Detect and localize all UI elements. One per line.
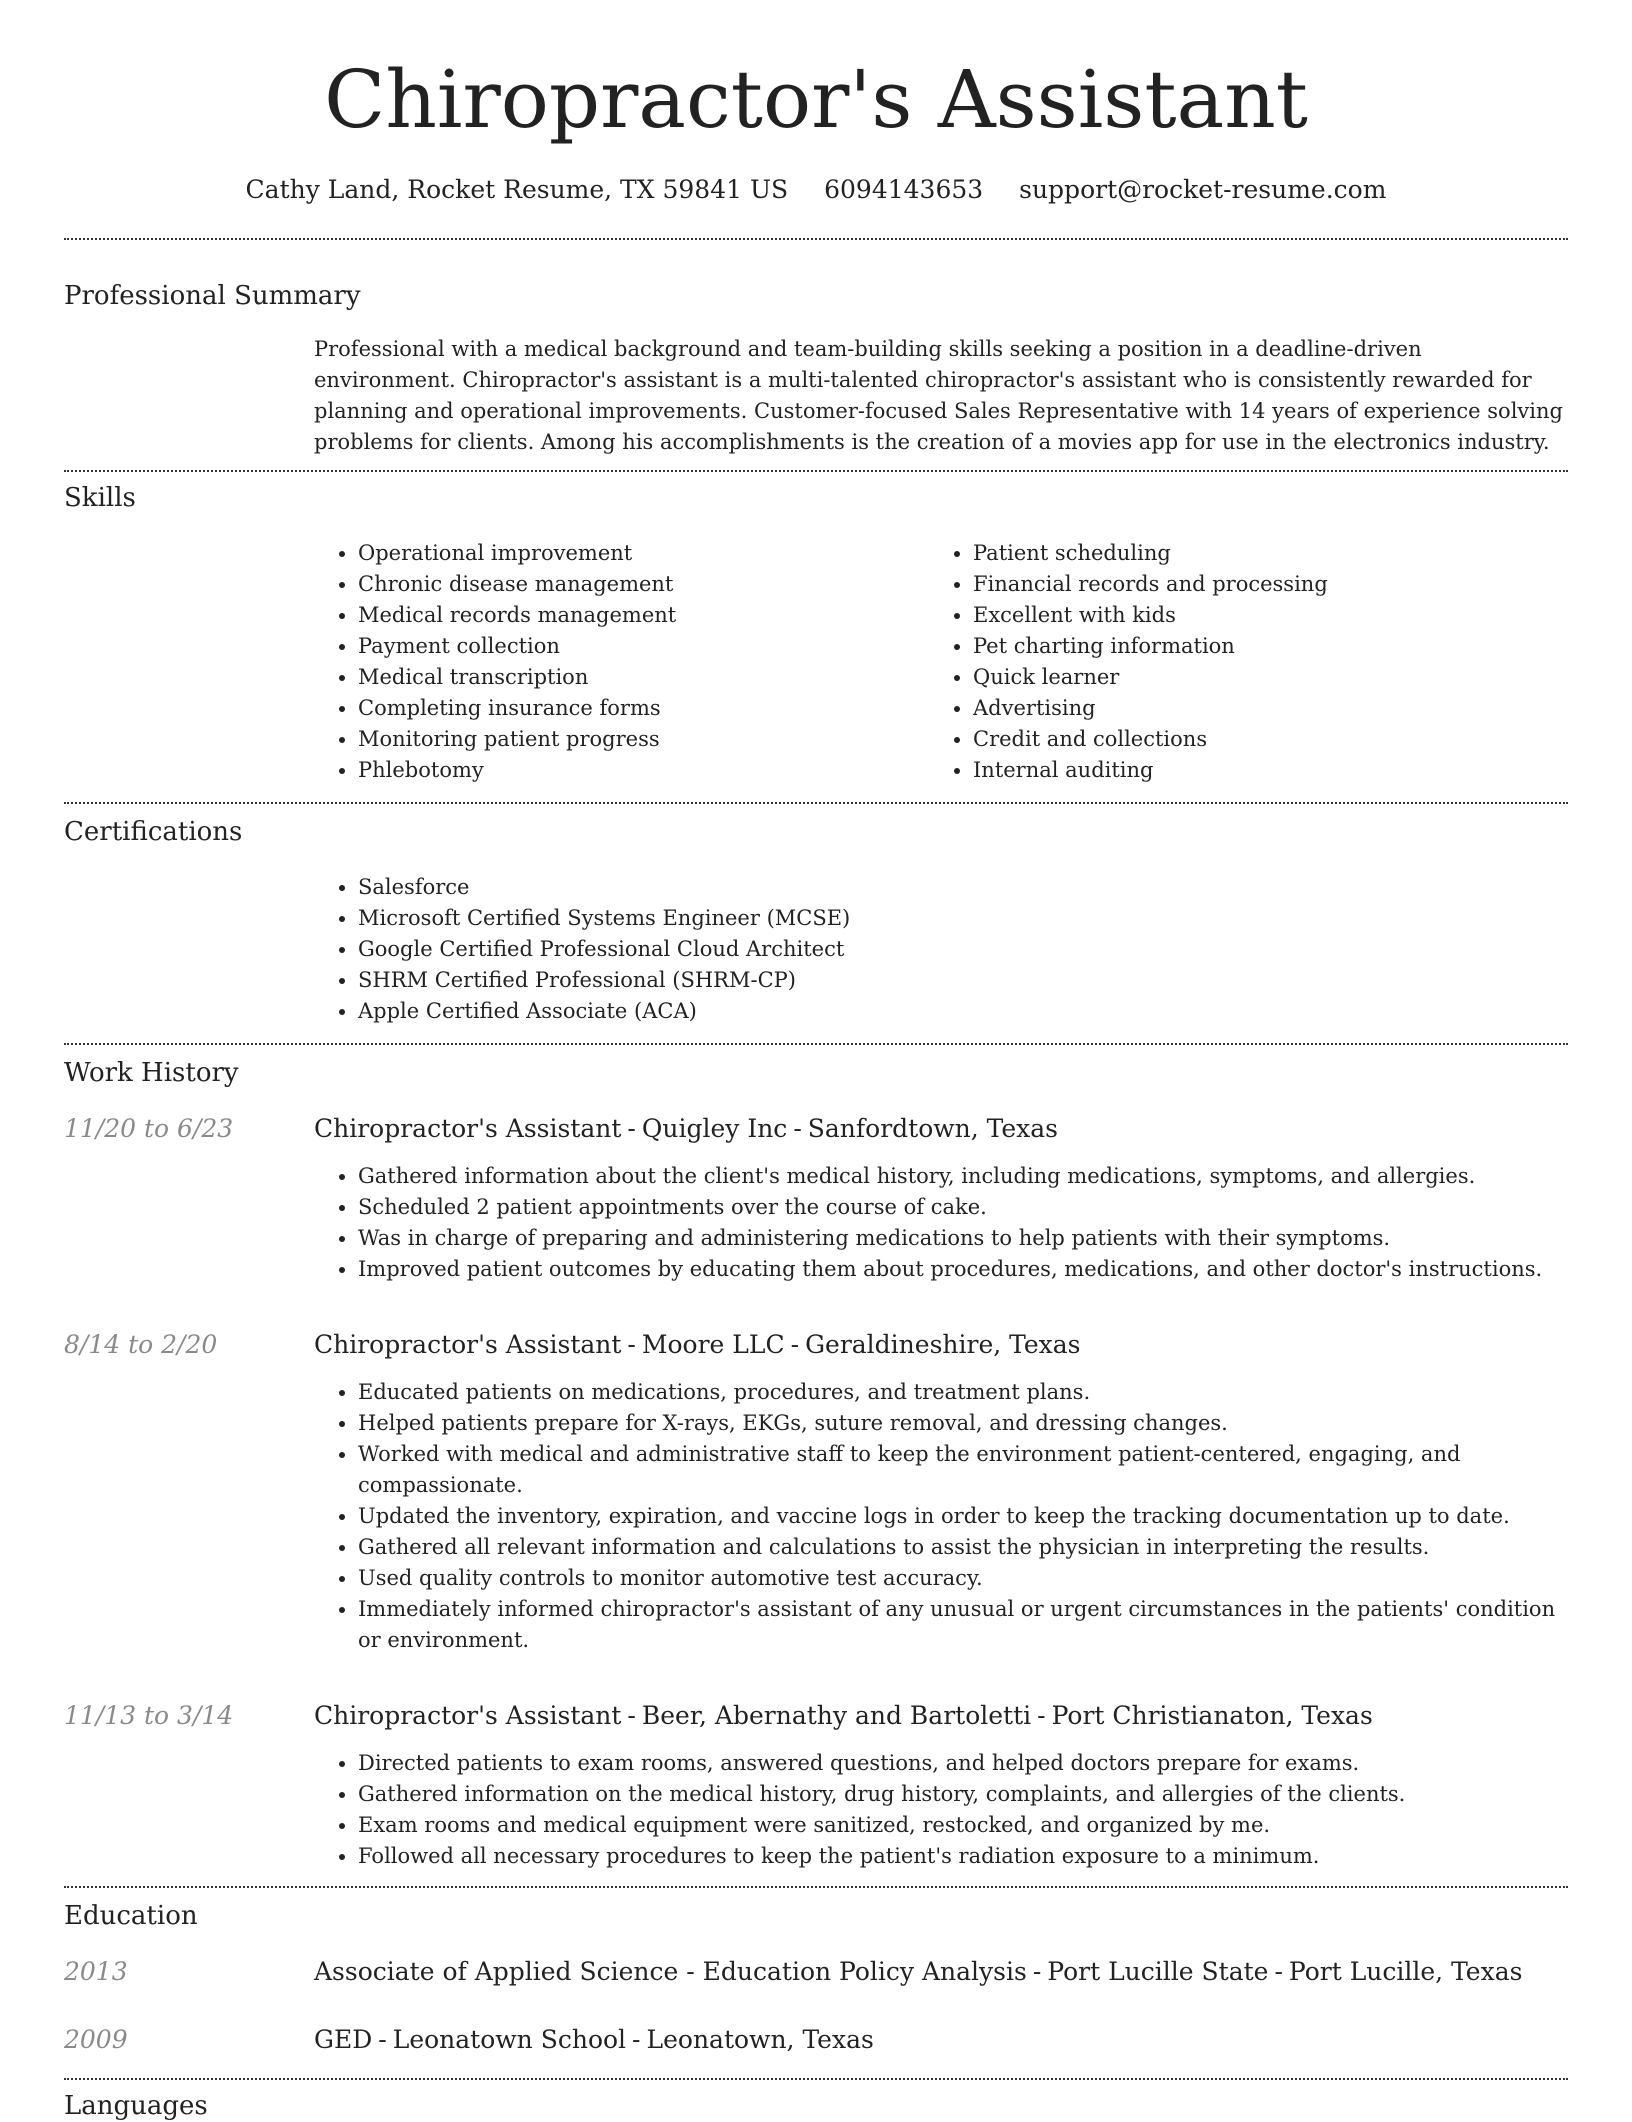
contact-line [64,174,1568,206]
certification-item: • Microsoft Certified Systems Engineer (MCSE) [358,903,1568,934]
separator: - [627,1330,636,1359]
job-location: Geraldineshire, Texas [805,1330,1081,1359]
job-bullet-list [314,1161,1568,1285]
skill-item: • Chronic disease management [358,569,929,600]
job-bullet: • Exam rooms and medical equipment were sanitized, restocked, and organized by me. [358,1810,1568,1841]
job-bullet: • Immediately informed chiropractor's assistant of any unusual or urgent circumstances in the patients' condition or environment. [358,1594,1568,1656]
summary-text: Professional with a medical background and team-building skills seeking a position in a deadline-driven environment. Chiropractor's assistant is a multi-talented chiropractor's assistant who is consistently rewarded for planning and operational improvements. Customer-focused Sales Representative with 14 years of experience solving problems for clients. Among his accomplishments is the creation of a movies app for use in the electronics industry. [314,337,1563,454]
education-year: 2009 [64,2025,128,2054]
contact-phone: 6094143653 [824,175,984,204]
separator: - [378,2025,387,2054]
education-location: Port Lucille, Texas [1288,1957,1523,1986]
job-bullet-list [314,1748,1568,1872]
job-header-row [64,1700,1568,1732]
job-title: Chiropractor's Assistant [314,1330,622,1359]
contact-email: support@rocket-resume.com [1019,175,1387,204]
skill-item: • Operational improvement [358,538,929,569]
skill-item: • Medical transcription [358,662,929,693]
section-heading-work-history: Work History [64,1058,239,1088]
education-school: Leonatown School [392,2025,627,2054]
skill-item: • Completing insurance forms [358,693,929,724]
resume-title: Chiropractor's Assistant [324,53,1308,146]
skill-item: • Pet charting information [973,631,1568,662]
skill-item: • Advertising [973,693,1568,724]
education-school: Port Lucille State [1047,1957,1269,1986]
skill-item: • Patient scheduling [973,538,1568,569]
certifications-section [64,804,1568,1027]
separator: - [1032,1957,1042,1986]
job-header-row [64,1329,1568,1361]
section-heading-certifications: Certifications [64,817,243,847]
skills-section [64,472,1568,786]
skill-item: • Financial records and processing [973,569,1568,600]
job-bullet: • Helped patients prepare for X-rays, EKGs, suture removal, and dressing changes. [358,1408,1568,1439]
job-bullet: • Directed patients to exam rooms, answered questions, and helped doctors prepare for exams. [358,1748,1568,1779]
skills-list-right [929,538,1568,786]
job-bullet: • Used quality controls to monitor automotive test accuracy. [358,1563,1568,1594]
education-location: Leonatown, Texas [646,2025,874,2054]
education-degree: GED [314,2025,373,2054]
job-bullet: • Gathered information on the medical history, drug history, complaints, and allergies of the clients. [358,1779,1568,1810]
job-bullet: • Scheduled 2 patient appointments over the course of cake. [358,1192,1568,1223]
skill-item: • Internal auditing [973,755,1568,786]
job-heading [314,1329,1081,1361]
job-location: Sanfordtown, Texas [807,1114,1059,1143]
separator: - [793,1114,802,1143]
education-heading [314,2024,874,2056]
job-bullet: • Improved patient outcomes by educating them about procedures, medications, and other doctor's instructions. [358,1254,1568,1285]
education-section [64,1888,1568,2056]
skill-item: • Excellent with kids [973,600,1568,631]
job-bullet: • Educated patients on medications, procedures, and treatment plans. [358,1377,1568,1408]
separator: - [1037,1701,1046,1730]
job-title: Chiropractor's Assistant [314,1701,622,1730]
job-bullet: • Gathered information about the client's medical history, including medications, symptoms, and allergies. [358,1161,1568,1192]
job-company: Quigley Inc [641,1114,788,1143]
job-bullet: • Updated the inventory, expiration, and vaccine logs in order to keep the tracking documentation up to date. [358,1501,1568,1532]
job-dates: 11/13 to 3/14 [64,1701,234,1730]
job-entry [64,1329,1568,1656]
section-heading-languages: Languages [64,2091,208,2121]
work-history-section [64,1045,1568,1872]
skill-item: • Credit and collections [973,724,1568,755]
job-company: Moore LLC [641,1330,785,1359]
skill-item: • Phlebotomy [358,755,929,786]
certification-item: • Salesforce [358,872,1568,903]
certification-item: • SHRM Certified Professional (SHRM-CP) [358,965,1568,996]
job-body [314,1161,1568,1285]
separator: - [627,1114,636,1143]
skill-item: • Quick learner [973,662,1568,693]
summary-section [64,240,1568,458]
skill-item: • Medical records management [358,600,929,631]
education-entry [64,1956,1568,1988]
job-entry [64,1113,1568,1285]
job-location: Port Christianaton, Texas [1051,1701,1373,1730]
section-heading-skills: Skills [64,483,136,513]
certifications-list [314,872,1568,1027]
job-bullet: • Followed all necessary procedures to keep the patient's radiation exposure to a minimum. [358,1841,1568,1872]
job-list [64,1113,1568,1872]
separator: - [627,1701,636,1730]
education-heading [314,1956,1522,1988]
separator: - [790,1330,800,1359]
education-year: 2013 [64,1957,128,1986]
job-dates: 8/14 to 2/20 [64,1330,218,1359]
separator: - [632,2025,641,2054]
languages-section [64,2080,1568,2122]
job-entry [64,1700,1568,1872]
job-body [314,1748,1568,1872]
job-bullet: • Gathered all relevant information and calculations to assist the physician in interpreting the results. [358,1532,1568,1563]
skill-item: • Payment collection [358,631,929,662]
job-company: Beer, Abernathy and Bartoletti [641,1701,1032,1730]
education-entry [64,2024,1568,2056]
job-bullet: • Was in charge of preparing and administering medications to help patients with their symptoms. [358,1223,1568,1254]
education-list [64,1956,1568,2056]
skill-item: • Monitoring patient progress [358,724,929,755]
job-bullet-list [314,1377,1568,1656]
job-dates: 11/20 to 6/23 [64,1114,234,1143]
job-title: Chiropractor's Assistant [314,1114,622,1143]
job-header-row [64,1113,1568,1145]
job-bullet: • Worked with medical and administrative staff to keep the environment patient-centered, engaging, and compassionate. [358,1439,1568,1501]
certification-item: • Google Certified Professional Cloud Architect [358,934,1568,965]
separator: - [1274,1957,1283,1986]
education-degree: Associate of Applied Science - Education Policy Analysis [314,1957,1027,1986]
job-heading [314,1113,1058,1145]
certification-item: • Apple Certified Associate (ACA) [358,996,1568,1027]
skills-list-left [314,538,929,786]
job-body [314,1377,1568,1656]
section-heading-summary: Professional Summary [64,281,361,311]
job-heading [314,1700,1373,1732]
section-heading-education: Education [64,1901,198,1931]
resume-page [64,0,1568,2122]
contact-address: Cathy Land, Rocket Resume, TX 59841 US [245,175,789,204]
